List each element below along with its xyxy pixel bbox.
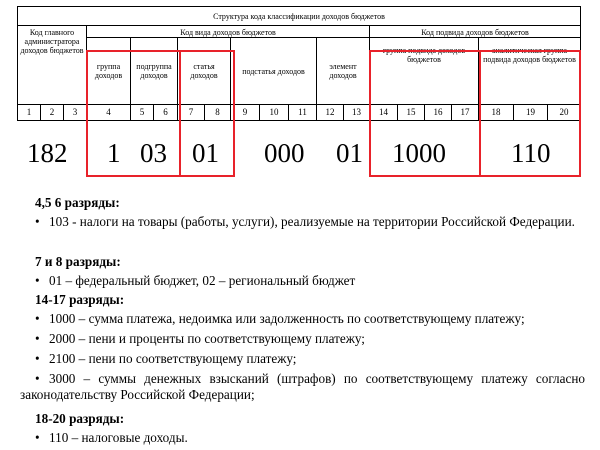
bullet-icon: • [35,371,40,386]
bullet-icon: • [35,351,40,366]
digit-11: 11 [288,104,317,121]
digit-12: 12 [316,104,344,121]
code-subgroup: 03 [140,138,167,168]
group-header: группа доходов [86,37,131,105]
digit-18: 18 [478,104,514,121]
admin-code-header: Код главного администратора доходов бюджетов [17,25,87,105]
digit-6: 6 [153,104,178,121]
code-group: 1 [107,138,121,168]
bullet-icon: • [35,430,40,445]
digit-19: 19 [513,104,548,121]
bullet-icon: • [35,214,40,229]
classification-table [17,6,581,121]
digit-7: 7 [177,104,205,121]
list-item: • 1000 – сумма платежа, недоимка или задолженность по соответствующему платежу; [35,311,525,326]
bullet-icon: • [35,273,40,288]
digit-9: 9 [230,104,260,121]
table-title: Структура кода классификации доходов бюджетов [17,6,581,26]
code-subarticle: 000 [264,138,305,168]
heading-digits-4-6: 4,5 6 разряды: [35,195,120,210]
article-header: статья доходов [177,37,231,105]
heading-digits-14-17: 14-17 разряды: [35,292,125,307]
heading-digits-7-8: 7 и 8 разряды: [35,254,121,269]
digit-13: 13 [343,104,370,121]
digit-10: 10 [259,104,289,121]
list-item: • 01 – федеральный бюджет, 02 – региональный бюджет [35,273,356,288]
digit-5: 5 [130,104,154,121]
subgroup-header: подгруппа доходов [130,37,178,105]
digit-20: 20 [547,104,581,121]
code-article: 01 [192,138,219,168]
bullet-icon: • [35,311,40,326]
heading-digits-18-20: 18-20 разряды: [35,411,125,426]
digit-3: 3 [63,104,87,121]
bullet-icon: • [35,331,40,346]
analytic-group-header: аналитическая группа подвида доходов бюджетов [478,37,581,105]
list-item: • 110 – налоговые доходы. [35,430,188,445]
element-header: элемент доходов [316,37,370,105]
list-item: • 2100 – пени по соответствующему платежу; [35,351,297,366]
code-element: 01 [336,138,363,168]
digit-8: 8 [204,104,231,121]
income-subtype-header: Код подвида доходов бюджетов [369,25,581,38]
digit-16: 16 [424,104,452,121]
digit-15: 15 [397,104,425,121]
subarticle-header: подстатья доходов [230,37,317,105]
digit-17: 17 [451,104,479,121]
list-item: • 2000 – пени и проценты по соответствующему платежу; [35,331,365,346]
list-item: • 103 - налоги на товары (работы, услуги), реализуемые на территории Российской Федерации. [35,214,575,229]
subtype-group-header: группа подвида доходов бюджетов [369,37,479,105]
list-item: • 3000 – суммы денежных взысканий (штрафов) по соответствующему платежу согласно законодательству Российской Федерации; [20,371,585,402]
digit-14: 14 [369,104,398,121]
code-analytic: 110 [511,138,551,168]
digit-4: 4 [86,104,131,121]
code-subtype: 1000 [392,138,446,168]
digit-1: 1 [17,104,41,121]
code-admin: 182 [27,138,68,168]
digit-2: 2 [40,104,64,121]
income-type-header: Код вида доходов бюджетов [86,25,370,38]
